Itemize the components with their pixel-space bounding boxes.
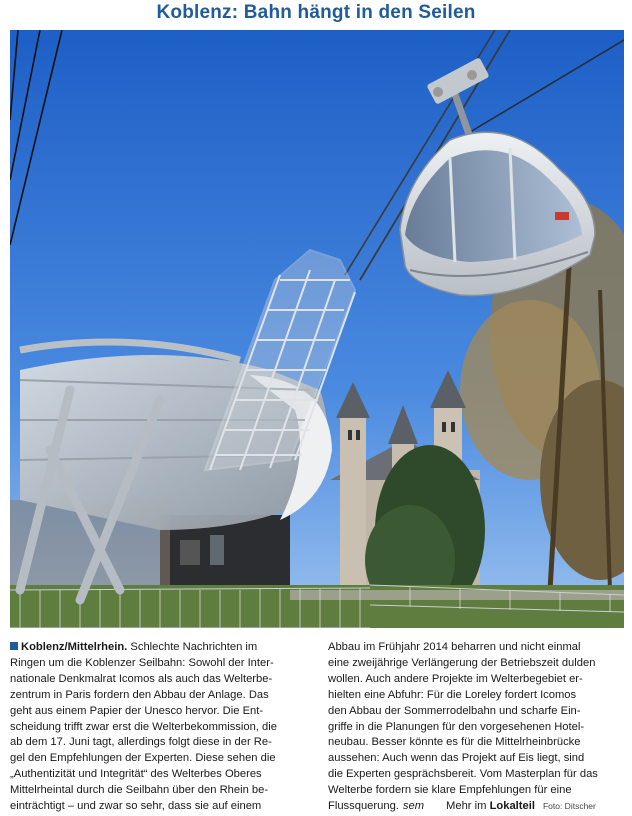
article-line: aussehen: Auch wenn das Projekt auf Eis liegt, sind xyxy=(328,752,585,765)
dateline: Koblenz/Mittelrhein. xyxy=(21,641,128,653)
ref-prefix: Mehr im xyxy=(446,800,487,813)
article-line xyxy=(10,640,306,656)
article-line: griffe in die Planungen für den vorgesehenen Hotel- xyxy=(328,720,585,733)
article-column-right xyxy=(328,640,624,815)
more-in-reference xyxy=(446,800,535,812)
article-line: neubau. Besser könnte es für die Mittelrheinbrücke xyxy=(328,736,581,749)
news-photo xyxy=(10,30,624,628)
article-line: geht aus einem Papier der Unesco hervor. Die Ent- xyxy=(10,704,264,717)
ref-section: Lokalteil xyxy=(489,800,535,813)
article-line: Abbau im Frühjahr 2014 beharren und nicht einmal xyxy=(328,641,581,653)
article-line: „Authentizität und Integrität“ des Welterbes Oberes xyxy=(10,768,262,781)
author-initials: sem xyxy=(402,800,425,813)
article-line: Mittelrheintal durch die Seilbahn über den Rhein be- xyxy=(10,784,269,797)
article-line: Welterbe fordern sie klare Empfehlungen für eine xyxy=(328,784,572,797)
article-line: die Experten gesprächsbereit. Vom Masterplan für das xyxy=(328,768,598,781)
article-line: gel den Empfehlungen der Experten. Diese sehen die xyxy=(10,752,276,765)
article-line: nationale Denkmalrat Icomos als auch das Welterbe- xyxy=(10,672,273,685)
section-marker-icon xyxy=(10,642,18,650)
headline: Koblenz: Bahn hängt in den Seilen xyxy=(156,2,476,23)
article-line: wollen. Auch andere Projekte im Welterbegebiet er- xyxy=(328,672,583,685)
article-line: den Abbau der Sommerrodelbahn und scharfe Ein- xyxy=(328,704,581,717)
article-line: zentrum in Paris fordern den Abbau der Anlage. Das xyxy=(10,688,269,701)
article-line: einträchtigt – und zwar so sehr, dass sie auf einem xyxy=(10,800,262,813)
photo-credit: Foto: Ditscher xyxy=(542,801,596,812)
article-line: hielten eine Abfuhr: Für die Loreley fordert Icomos xyxy=(328,688,577,701)
article-body xyxy=(10,640,624,813)
last-line-text: Flussquerung. xyxy=(328,800,399,813)
article-last-line xyxy=(328,799,624,815)
article-line: ab dem 17. Juni tagt, allerdings folgt diese in der Re- xyxy=(10,736,272,749)
article-line: eine zweijährige Verlängerung der Betriebszeit dulden xyxy=(328,656,596,669)
article-line: Ringen um die Koblenzer Seilbahn: Sowohl der Inter- xyxy=(10,656,274,669)
article-line-text: Schlechte Nachrichten im xyxy=(130,641,258,653)
article-line: scheidung trifft zwar erst die Welterbekommission, die xyxy=(10,720,277,733)
article-column-left xyxy=(10,640,306,815)
